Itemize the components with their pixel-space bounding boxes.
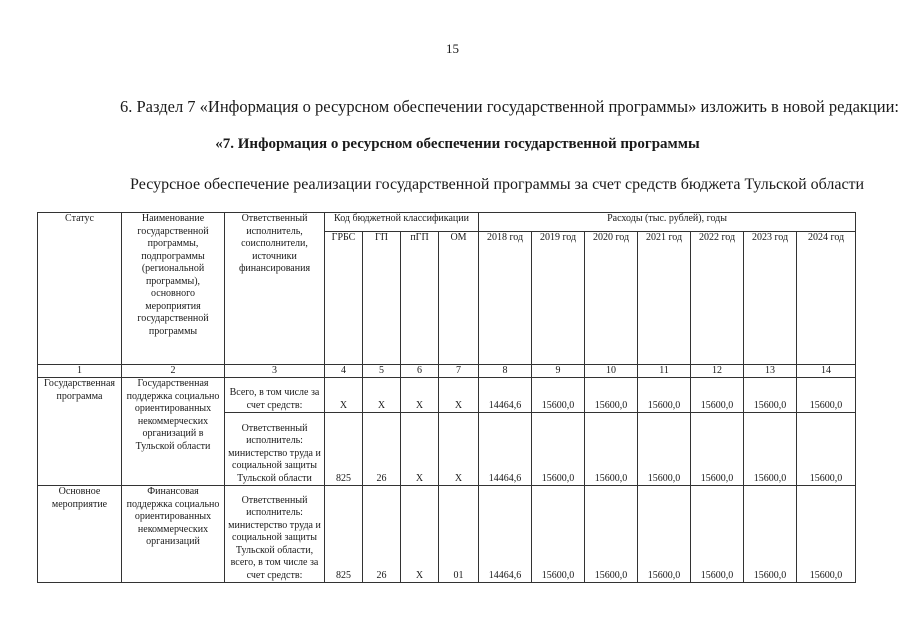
column-number: 11 [638, 365, 691, 378]
row-value: 15600,0 [585, 486, 638, 583]
header-kbk: ГП [363, 232, 401, 365]
row-kbk: Х [325, 378, 363, 413]
row-value: 14464,6 [479, 413, 532, 486]
row-kbk: Х [363, 378, 401, 413]
row-value: 15600,0 [691, 413, 744, 486]
row-name: Финансовая поддержка социально ориентированных некоммерческих организаций [122, 486, 225, 583]
row-value: 15600,0 [532, 413, 585, 486]
column-number: 13 [744, 365, 797, 378]
row-value: 15600,0 [797, 486, 856, 583]
header-kbk: ГРБС [325, 232, 363, 365]
table-row [38, 486, 856, 583]
resource-table [37, 212, 856, 583]
row-value: 15600,0 [691, 486, 744, 583]
row-kbk: Х [401, 378, 439, 413]
header-status: Статус [38, 213, 122, 365]
column-number: 12 [691, 365, 744, 378]
column-number: 5 [363, 365, 401, 378]
row-kbk: Х [401, 413, 439, 486]
page-number: 15 [446, 41, 459, 56]
header-name: Наименование государственной программы, подпрограммы (региональной программы), основного мероприятия государственной программы [122, 213, 225, 365]
row-kbk: Х [439, 378, 479, 413]
row-kbk: 825 [325, 486, 363, 583]
section-amendment-line: 6. Раздел 7 «Информация о ресурсном обеспечении государственной программы» изложить в новой редакции: [120, 97, 900, 116]
row-value: 15600,0 [691, 378, 744, 413]
row-value: 15600,0 [638, 413, 691, 486]
row-executor: Ответственный исполнитель: министерство труда и социальной защиты Тульской области [225, 413, 325, 486]
header-year: 2024 год [797, 232, 856, 365]
row-value: 15600,0 [585, 413, 638, 486]
header-year: 2023 год [744, 232, 797, 365]
row-kbk: 825 [325, 413, 363, 486]
row-status: Государственная программа [38, 378, 122, 486]
row-name: Государственная поддержка социально ориентированных некоммерческих организаций в Тульской области [122, 378, 225, 486]
column-number: 8 [479, 365, 532, 378]
header-year: 2018 год [479, 232, 532, 365]
header-year: 2020 год [585, 232, 638, 365]
row-value: 15600,0 [585, 378, 638, 413]
row-value: 15600,0 [638, 378, 691, 413]
section-title: «7. Информация о ресурсном обеспечении государственной программы [215, 136, 700, 152]
column-number: 2 [122, 365, 225, 378]
row-status: Основное мероприятие [38, 486, 122, 583]
header-kbk: пГП [401, 232, 439, 365]
row-kbk: Х [439, 413, 479, 486]
column-number: 14 [797, 365, 856, 378]
header-year: 2022 год [691, 232, 744, 365]
row-value: 14464,6 [479, 486, 532, 583]
column-number-row [38, 365, 856, 378]
row-value: 15600,0 [744, 413, 797, 486]
row-kbk: 26 [363, 413, 401, 486]
header-year: 2021 год [638, 232, 691, 365]
row-value: 14464,6 [479, 378, 532, 413]
column-number: 3 [225, 365, 325, 378]
row-kbk: 26 [363, 486, 401, 583]
column-number: 1 [38, 365, 122, 378]
row-executor: Ответственный исполнитель: министерство труда и социальной защиты Тульской области, всего, в том числе за счет средств: [225, 486, 325, 583]
row-value: 15600,0 [744, 378, 797, 413]
table-header-row [38, 213, 856, 232]
column-number: 6 [401, 365, 439, 378]
header-kbk-group: Код бюджетной классификации [325, 213, 479, 232]
row-value: 15600,0 [797, 378, 856, 413]
row-value: 15600,0 [638, 486, 691, 583]
row-value: 15600,0 [797, 413, 856, 486]
row-value: 15600,0 [532, 486, 585, 583]
row-kbk: 01 [439, 486, 479, 583]
header-expenses-group: Расходы (тыс. рублей), годы [479, 213, 856, 232]
table-row [38, 378, 856, 413]
table-caption: Ресурсное обеспечение реализации государственной программы за счет средств бюджета Тульской области [130, 176, 865, 193]
row-value: 15600,0 [744, 486, 797, 583]
header-executor: Ответственный исполнитель, соисполнители, источники финансирования [225, 213, 325, 365]
column-number: 4 [325, 365, 363, 378]
column-number: 7 [439, 365, 479, 378]
row-executor: Всего, в том числе за счет средств: [225, 378, 325, 413]
row-kbk: Х [401, 486, 439, 583]
header-year: 2019 год [532, 232, 585, 365]
column-number: 10 [585, 365, 638, 378]
column-number: 9 [532, 365, 585, 378]
row-value: 15600,0 [532, 378, 585, 413]
header-kbk: ОМ [439, 232, 479, 365]
